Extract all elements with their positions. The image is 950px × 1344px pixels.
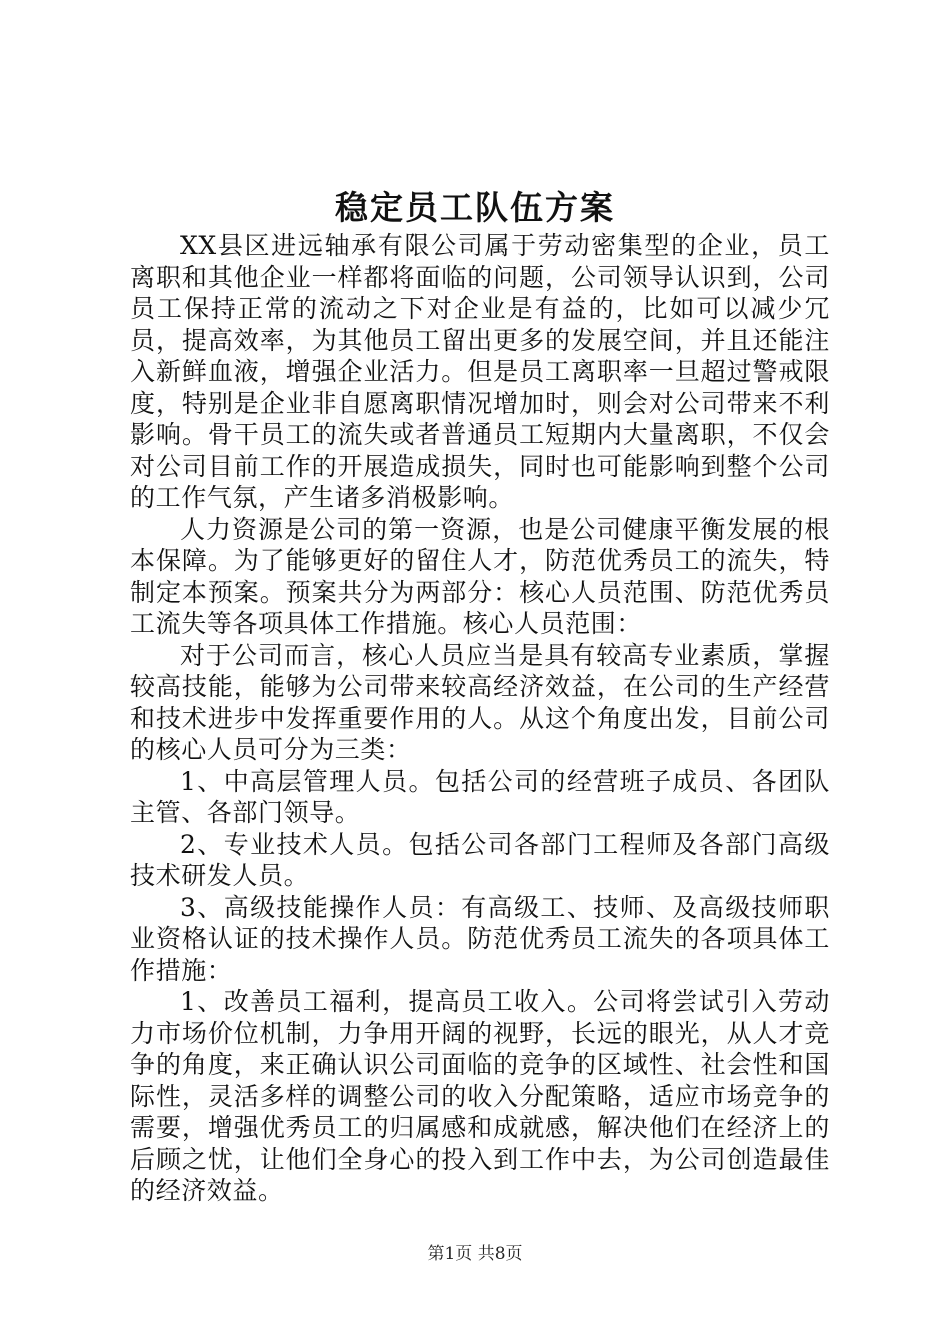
paragraph-item-skilled: 3、高级技能操作人员：有高级工、技师、及高级技师职业资格认证的技术操作人员。防范优秀员工流失的各项具体工作措施： — [130, 892, 830, 985]
paragraph-item-technical: 2、专业技术人员。包括公司各部门工程师及各部门高级技术研发人员。 — [130, 829, 830, 890]
document-title: 稳定员工队伍方案 — [335, 188, 615, 227]
paragraph-core-staff: 对于公司而言，核心人员应当是具有较高专业素质，掌握较高技能，能够为公司带来较高经济效益，在公司的生产经营和技术进步中发挥重要作用的人。从这个角度出发，目前公司的核心人员可分为三类： — [130, 640, 830, 764]
document-body — [130, 230, 830, 1207]
paragraph-intro: XX县区进远轴承有限公司属于劳动密集型的企业，员工离职和其他企业一样都将面临的问题，公司领导认识到，公司员工保持正常的流动之下对企业是有益的，比如可以减少冗员，提高效率，为其他员工留出更多的发展空间，并且还能注入新鲜血液，增强企业活力。但是员工离职率一旦超过警戒限度，特别是企业非自愿离职情况增加时，则会对公司带来不利影响。骨干员工的流失或者普通员工短期内大量离职，不仅会对公司目前工作的开展造成损失，同时也可能影响到整个公司的工作气氛，产生诸多消极影响。 — [130, 231, 830, 512]
paragraph-item-management: 1、中高层管理人员。包括公司的经营班子成员、各团队主管、各部门领导。 — [130, 766, 830, 827]
paragraph-hr-resources: 人力资源是公司的第一资源，也是公司健康平衡发展的根本保障。为了能够更好的留住人才，防范优秀员工的流失，特制定本预案。预案共分为两部分：核心人员范围、防范优秀员工流失等各项具体工作措施。核心人员范围： — [130, 514, 830, 638]
page-number-footer: 第1页 共8页 — [427, 1244, 523, 1264]
paragraph-measure-welfare: 1、改善员工福利，提高员工收入。公司将尝试引入劳动力市场价位机制，力争用开阔的视野，长远的眼光，从人才竞争的角度，来正确认识公司面临的竞争的区域性、社会性和国际性，灵活多样的调整公司的收入分配策略，适应市场竞争的需要，增强优秀员工的归属感和成就感，解决他们在经济上的后顾之忧，让他们全身心的投入到工作中去，为公司创造最佳的经济效益。 — [130, 987, 830, 1205]
